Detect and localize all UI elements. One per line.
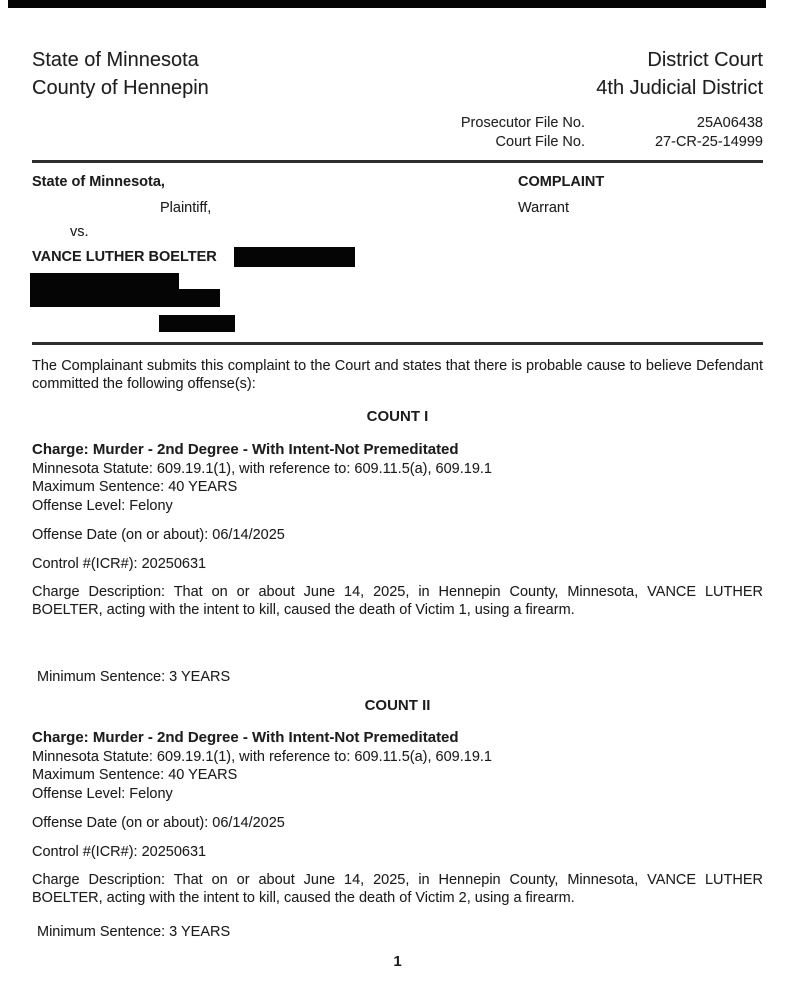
court-file-value: 27-CR-25-14999 <box>654 134 763 150</box>
header-court <box>596 46 763 102</box>
defendant-row <box>32 247 763 267</box>
count-2-description: Charge Description: That on or about June 14, 2025, in Hennepin County, Minnesota, VANCE LUTHER BOELTER, acting with the intent to kill, caused the death of Victim 2, using a firearm. <box>32 872 763 906</box>
defendant-name: VANCE LUTHER BOELTER <box>32 249 217 265</box>
party-divider <box>32 342 763 345</box>
plaintiff-role: Plaintiff, <box>160 200 212 216</box>
party-section <box>32 173 763 332</box>
header-divider <box>32 160 763 163</box>
header-state-line: State of Minnesota <box>32 49 199 71</box>
versus-label: vs. <box>70 224 89 240</box>
court-file-row <box>32 133 763 152</box>
redaction-bar-top <box>8 0 766 8</box>
count-2-charge-block <box>32 729 763 803</box>
file-numbers-block <box>32 114 763 152</box>
count-2-charge: Charge: Murder - 2nd Degree - With Intent-Not Premeditated <box>32 729 459 746</box>
count-2-statute: Minnesota Statute: 609.19.1(1), with reference to: 609.11.5(a), 609.19.1 <box>32 748 492 765</box>
prosecutor-file-value: 25A06438 <box>696 115 763 131</box>
count-1-charge: Charge: Murder - 2nd Degree - With Intent-Not Premeditated <box>32 441 459 458</box>
count-1-max-sentence: Maximum Sentence: 40 YEARS <box>32 479 238 495</box>
count-2-max-sentence: Maximum Sentence: 40 YEARS <box>32 767 238 783</box>
count-1-min-sentence: Minimum Sentence: 3 YEARS <box>37 669 231 685</box>
warrant-label: Warrant <box>518 200 570 216</box>
count-1-title: COUNT I <box>366 408 429 425</box>
header-county-line: County of Hennepin <box>32 77 209 99</box>
redaction-bar-defendant-dob <box>234 247 355 267</box>
count-1-control-number: Control #(ICR#): 20250631 <box>32 556 207 572</box>
page-number: 1 <box>393 953 402 970</box>
count-1-offense-date: Offense Date (on or about): 06/14/2025 <box>32 527 285 543</box>
redaction-bar-address-3 <box>159 315 235 332</box>
header-jurisdiction <box>32 46 209 102</box>
count-2-min-sentence: Minimum Sentence: 3 YEARS <box>37 924 231 940</box>
count-1-description: Charge Description: That on or about June 14, 2025, in Hennepin County, Minnesota, VANCE LUTHER BOELTER, acting with the intent to kill, caused the death of Victim 1, using a firearm. <box>32 584 763 618</box>
header-district-line: 4th Judicial District <box>596 77 763 99</box>
complainant-intro: The Complainant submits this complaint to the Court and states that there is probable cause to believe Defendant committed the following offense(s): <box>32 358 763 392</box>
count-2-offense-date: Offense Date (on or about): 06/14/2025 <box>32 815 285 831</box>
count-2-control-number: Control #(ICR#): 20250631 <box>32 844 207 860</box>
court-file-label: Court File No. <box>495 134 585 150</box>
document-header <box>32 46 763 102</box>
header-court-line: District Court <box>647 49 763 71</box>
count-1-offense-level: Offense Level: Felony <box>32 497 173 514</box>
redaction-bar-address-1 <box>30 273 179 289</box>
count-2-title: COUNT II <box>364 697 431 714</box>
prosecutor-file-label: Prosecutor File No. <box>460 115 585 131</box>
count-1-charge-block <box>32 441 763 515</box>
count-2-offense-level: Offense Level: Felony <box>32 785 173 802</box>
complaint-type-block <box>518 173 604 217</box>
plaintiff-name: State of Minnesota, <box>32 174 165 190</box>
count-1-statute: Minnesota Statute: 609.19.1(1), with reference to: 609.11.5(a), 609.19.1 <box>32 460 492 477</box>
redaction-bar-address-2 <box>30 289 220 307</box>
prosecutor-file-row <box>32 114 763 133</box>
complaint-label: COMPLAINT <box>518 174 605 190</box>
